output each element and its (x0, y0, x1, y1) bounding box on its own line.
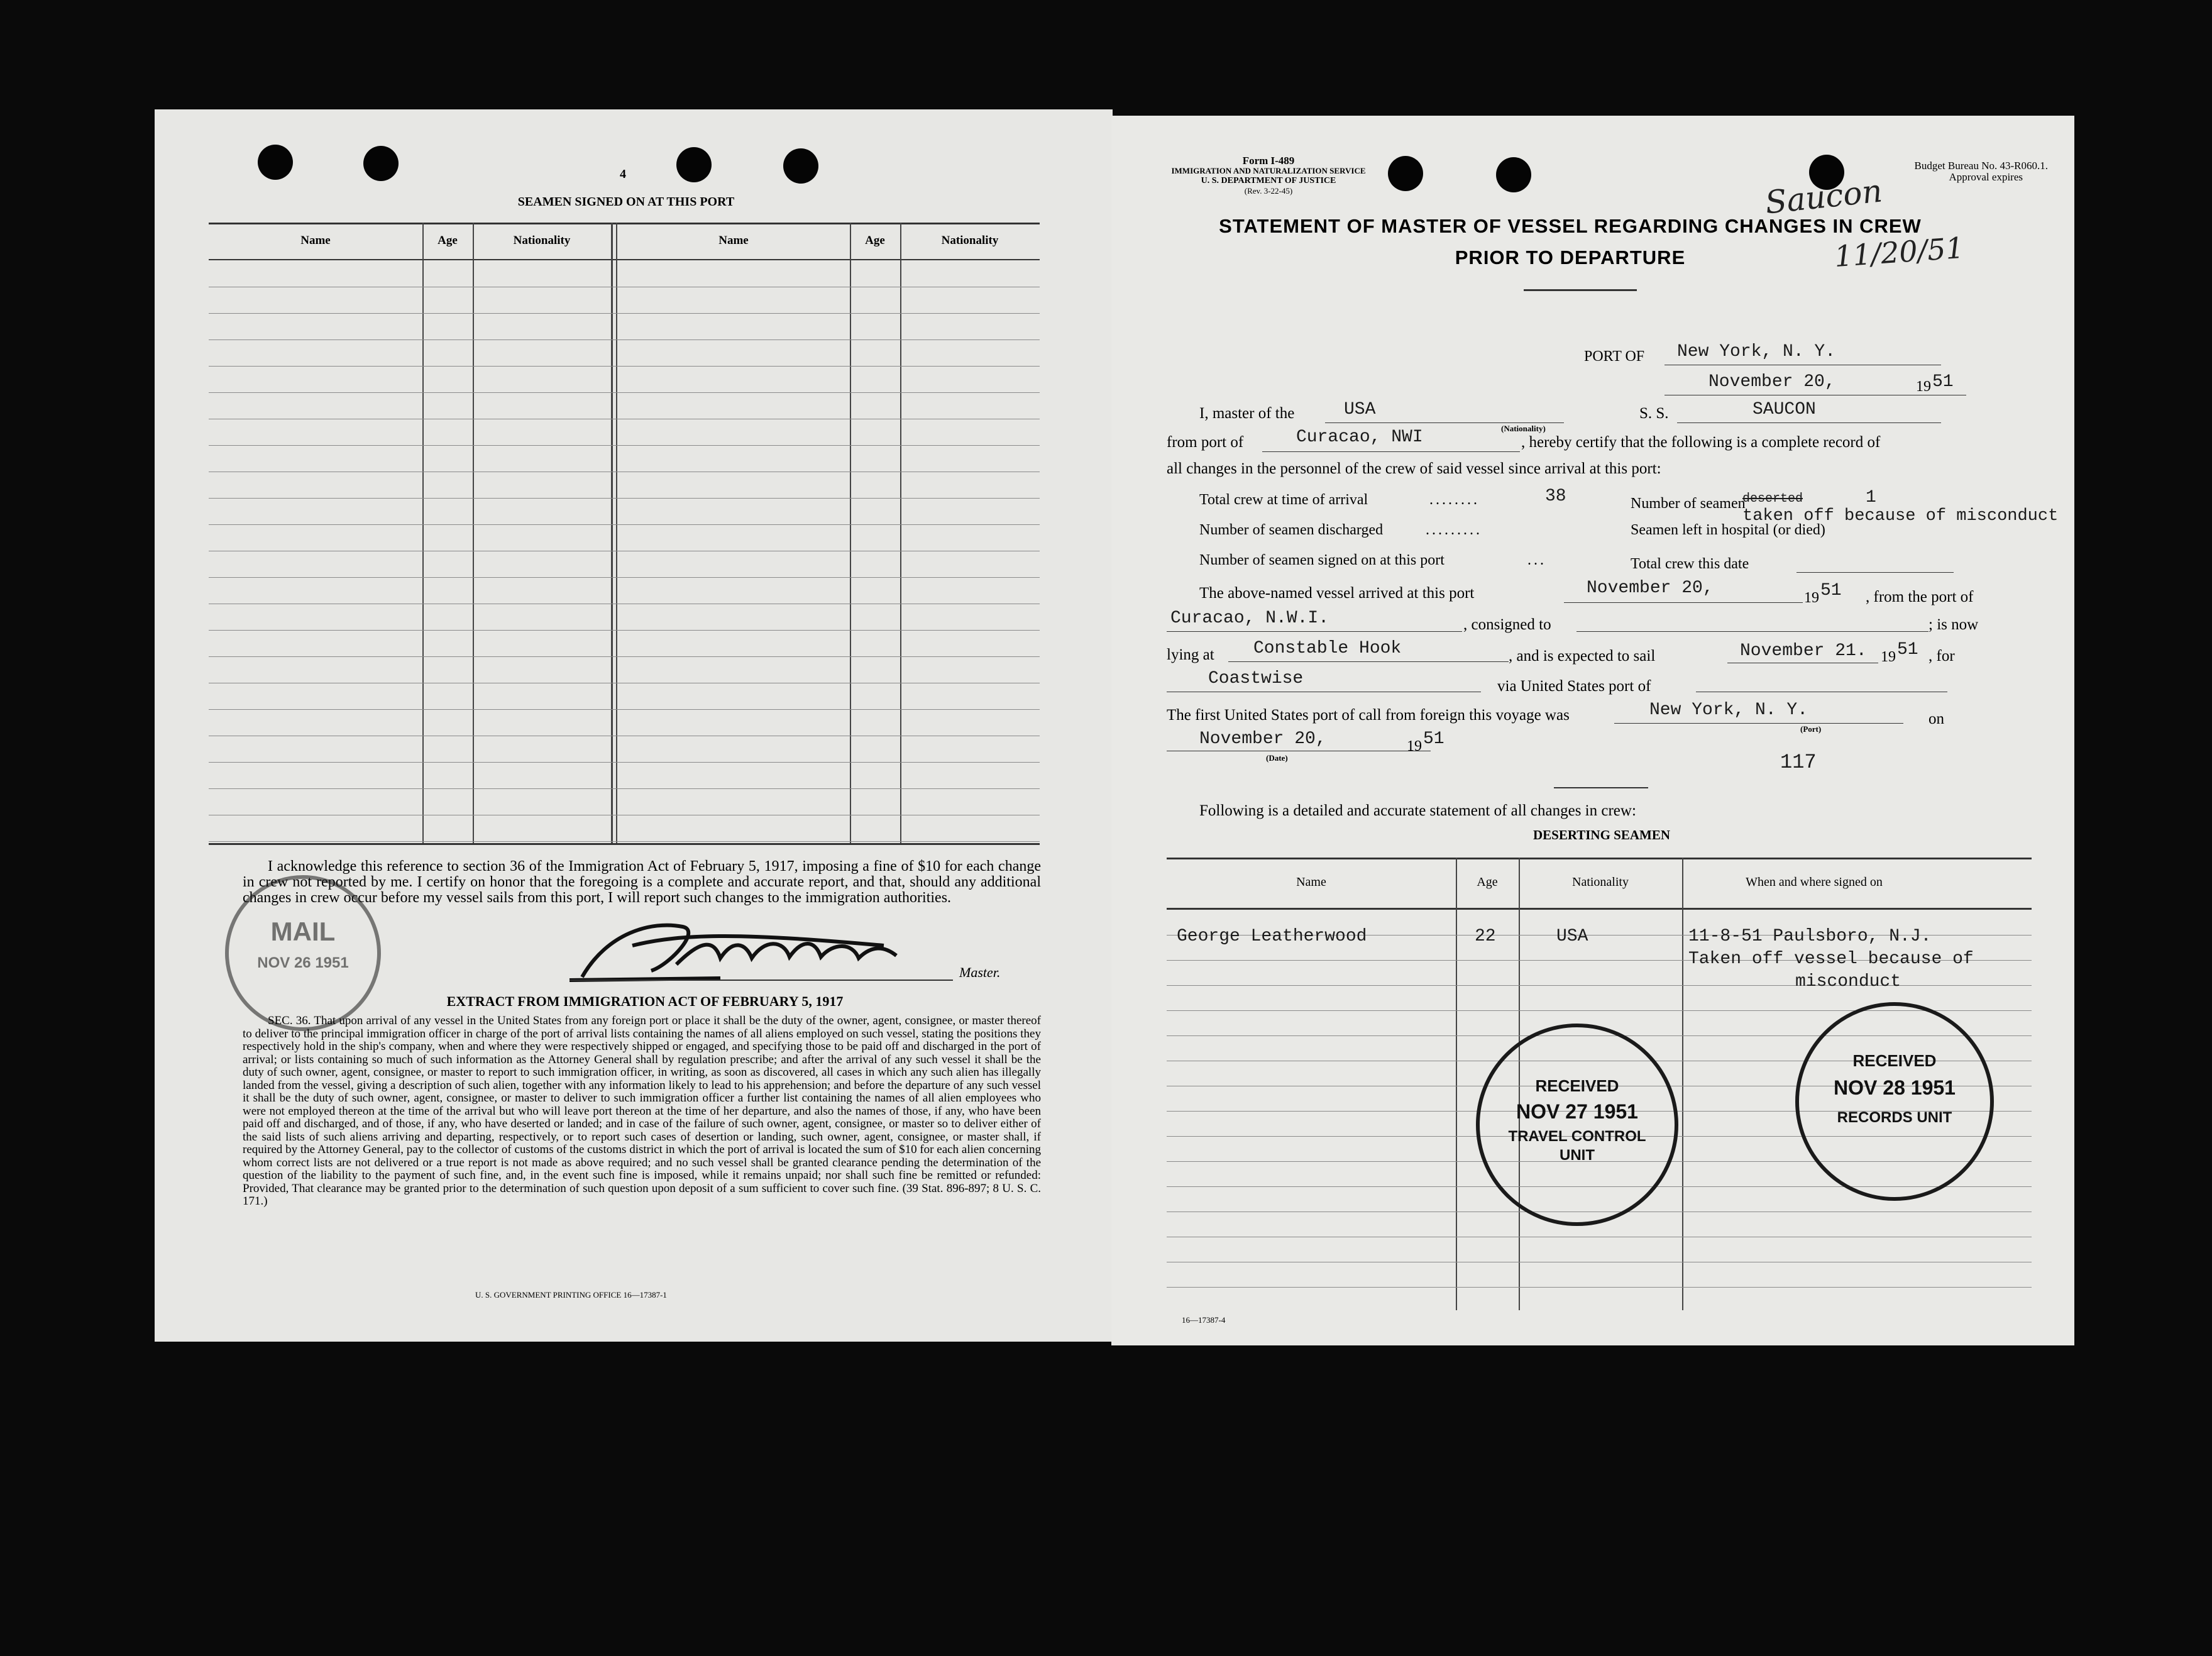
from-port-of: , from the port of (1866, 588, 1974, 605)
table-header-rule (1167, 908, 2032, 910)
stamp-unit: RECORDS UNIT (1837, 1109, 1952, 1126)
col-header-age: Age (437, 234, 458, 247)
mail-stamp (225, 875, 381, 1031)
hospital-label: Seamen left in hospital (or died) (1631, 522, 1825, 538)
handwritten-vessel: Saucon (1763, 172, 1885, 221)
table-row (209, 788, 1040, 789)
col-header-nationality: Nationality (1572, 875, 1629, 889)
total-crew-label: Total crew at time of arrival (1199, 492, 1368, 508)
page-number: 4 (620, 167, 626, 181)
deserted-note: taken off because of misconduct (1742, 507, 2059, 526)
column-divider (473, 223, 474, 845)
seaman-note-1: Taken off vessel because of (1688, 949, 1974, 969)
records-unit-stamp (1795, 1002, 1994, 1201)
punch-hole (1496, 157, 1531, 192)
lying-value: Constable Hook (1253, 639, 1402, 658)
handwritten-date: 11/20/51 (1833, 230, 1966, 274)
sail-value: November 21. (1740, 641, 1867, 661)
arrived-value: November 20, (1587, 578, 1714, 598)
column-divider (850, 223, 851, 845)
column-divider (1456, 858, 1457, 1310)
certify-text-2: all changes in the personnel of the crew of said vessel since arrival at this port: (1167, 460, 1661, 477)
column-divider (422, 223, 424, 845)
certify-text: , hereby certify that the following is a complete record of (1521, 434, 1881, 451)
stamp-title: RECEIVED (1535, 1076, 1619, 1095)
date-caption: (Date) (1266, 753, 1288, 763)
col-header-nationality-2: Nationality (941, 234, 999, 247)
fill-line (1228, 661, 1509, 662)
dot-leader: ......... (1426, 522, 1482, 538)
page-mark: 117 (1780, 751, 1817, 774)
seaman-name: George Leatherwood (1177, 927, 1367, 946)
col-header-name: Name (300, 234, 331, 247)
total-date-label: Total crew this date (1631, 556, 1749, 572)
arrived-year-prefix: 19 (1804, 590, 1819, 606)
table-top-rule (1167, 858, 2032, 859)
form-number: Form I-489 (1242, 155, 1295, 167)
seamen-signed-on-table (209, 223, 1040, 845)
table-row (209, 392, 1040, 393)
table-row (209, 709, 1040, 710)
sail-year-prefix: 19 (1881, 649, 1896, 665)
port-caption: (Port) (1800, 724, 1822, 734)
deserting-title: DESERTING SEAMEN (1532, 827, 1671, 842)
dot-leader: ........ (1429, 492, 1480, 508)
for-label: , for (1929, 648, 1955, 665)
table-row (209, 841, 1040, 842)
table-row (209, 656, 1040, 657)
is-now: ; is now (1929, 616, 1979, 633)
stamp-date: NOV 28 1951 (1834, 1076, 1956, 1099)
punch-hole (783, 148, 818, 184)
table-row (209, 313, 1040, 314)
table-row (209, 339, 1040, 340)
year-prefix: 19 (1916, 378, 1931, 395)
printing-office: U. S. GOVERNMENT PRINTING OFFICE 16—17387-1 (475, 1290, 667, 1300)
stamp-unit-1: TRAVEL CONTROL (1508, 1128, 1646, 1145)
from-port-label: from port of (1167, 434, 1244, 451)
form-date: November 20, (1709, 372, 1835, 392)
divider-rule (1554, 787, 1648, 788)
right-page (1111, 116, 2074, 1345)
col-header-age: Age (1477, 875, 1498, 889)
column-divider (616, 223, 617, 845)
deserted-value: 1 (1866, 488, 1876, 507)
column-divider (900, 223, 901, 845)
fill-line (1797, 572, 1954, 573)
col-header-nationality: Nationality (513, 234, 571, 247)
section-title: SEAMEN SIGNED ON AT THIS PORT (517, 195, 735, 209)
consigned-from: Curacao, N.W.I. (1170, 609, 1329, 628)
table-top-rule (209, 223, 1040, 224)
dot-leader: ... (1527, 552, 1546, 568)
total-crew-value: 38 (1545, 487, 1566, 506)
table-row (1167, 1287, 2032, 1288)
agency-line-2: U. S. DEPARTMENT OF JUSTICE (1201, 176, 1336, 185)
consigned-label: , consigned to (1463, 616, 1551, 633)
budget-bureau: Budget Bureau No. 43-R060.1. (1914, 160, 2048, 172)
punch-hole (363, 146, 399, 181)
extract-text: SEC. 36. That upon arrival of any vessel in the United States from any foreign port or place it shall be the duty of the owner, agent, consignee, or master thereof to deliver to the principal immigration officer in charge of the port of arrival lists containing the names of all aliens employed on such vessel, stating the positions they respectively hold in the ship's company, when and where they were respectively shipped or engaged, and specifying those to be paid off and discharged in the port of arrival; or lists containing so much of such information as the Attorney General shall by regulation prescribe; and after the arrival of any such vessel it shall be the duty of such owner, agent, consignee, or master to report to such immigration officer, in writing, as soon as discovered, all cases in which any such alien has illegally landed from the vessel, giving a description of such alien, together with any information likely to lead to his apprehension; and before the departure of any such vessel it shall be the duty of such owner, agent, consignee, or master to deliver to such immigration officer a further list containing the names of all alien employees who were not employed thereon at the time of the arrival but who will leave port thereon at the time of her departure, and also the names of those, if any, who have been paid off and discharged, and of those, if any, who have deserted or landed; and in case of the failure of such owner, agent, consignee, or master so to deliver either of the said lists of such aliens arriving and departing, respectively, or to report such cases of desertion or landing, such owner, agent, consignee, or master shall, if required by the Attorney General, pay to the collector of customs of the customs district in which the port of arrival is located the sum of $10 for each alien concerning whom correct lists are not delivered or a true report is not made as above required; and no such vessel shall be granted clearance pending the determination of the question of the liability to the payment of such fine, and, in the event such fine is imposed, while it remains unpaid; nor shall such fine be remitted or refunded: Provided, That clearance may be granted prior to the determination of such question upon deposit of a sum sufficient to cover such fine. (39 Stat. 896-897; 8 U. S. C. 171.) (243, 1014, 1041, 1208)
destination-value: Coastwise (1208, 669, 1304, 688)
punch-hole (258, 145, 293, 180)
fill-line (1325, 422, 1564, 423)
fill-line (1167, 631, 1462, 632)
first-year: 51 (1423, 729, 1444, 749)
fill-line (1614, 723, 1903, 724)
seaman-signed-on: 11-8-51 Paulsboro, N.J. (1688, 927, 1932, 946)
first-date-value: November 20, (1199, 729, 1326, 749)
deserted-label: Number of seamen (1631, 495, 1746, 512)
column-divider (1682, 858, 1683, 1310)
left-page (155, 109, 1113, 1342)
stamp-text: MAIL (270, 917, 336, 946)
table-row (209, 498, 1040, 499)
footer-code: 16—17387-4 (1182, 1315, 1226, 1325)
table-row (1167, 985, 2032, 986)
discharged-label: Number of seamen discharged (1199, 522, 1384, 538)
col-header-age-2: Age (865, 234, 885, 247)
table-row (209, 630, 1040, 631)
table-row (209, 445, 1040, 446)
stamp-unit-2: UNIT (1560, 1147, 1595, 1164)
title-rule (1524, 289, 1637, 291)
approval: Approval expires (1949, 171, 2023, 183)
stamp-date: NOV 27 1951 (1516, 1100, 1638, 1123)
on-label: on (1929, 710, 1944, 727)
signed-on-label: Number of seamen signed on at this port (1199, 552, 1444, 568)
form-title: STATEMENT OF MASTER OF VESSEL REGARDING CHANGES IN CREW (1219, 215, 1922, 237)
table-header-rule (209, 259, 1040, 260)
first-port-label: The first United States port of call from foreign this voyage was (1167, 707, 1570, 724)
travel-control-stamp (1476, 1024, 1678, 1226)
signature-line (570, 980, 953, 981)
form-subtitle: PRIOR TO DEPARTURE (1455, 246, 1686, 268)
fill-line (1262, 451, 1520, 452)
table-row (209, 577, 1040, 578)
expected-label: , and is expected to sail (1509, 648, 1656, 665)
port-label: PORT OF (1584, 348, 1645, 365)
fill-line (1677, 422, 1941, 423)
sail-year: 51 (1897, 640, 1918, 660)
stamp-date: NOV 26 1951 (257, 954, 349, 971)
seaman-age: 22 (1475, 927, 1496, 946)
first-port-value: New York, N. Y. (1649, 700, 1808, 720)
via-label: via United States port of (1497, 678, 1651, 695)
fill-line (1564, 602, 1803, 603)
fill-line (1576, 631, 1929, 632)
year-value: 51 (1932, 372, 1954, 392)
lying-label: lying at (1167, 646, 1214, 663)
port-value: New York, N. Y. (1677, 342, 1836, 362)
deserted-struck: deserted (1742, 492, 1803, 506)
col-header-name-2: Name (718, 234, 749, 247)
arrived-year: 51 (1820, 581, 1842, 600)
col-header-name: Name (1296, 875, 1326, 889)
nationality-value: USA (1344, 400, 1376, 419)
from-port-value: Curacao, NWI (1296, 428, 1423, 447)
seaman-nationality: USA (1556, 927, 1588, 946)
master-signature (557, 908, 909, 990)
acknowledgement-text: I acknowledge this reference to section 36 of the Immigration Act of February 5, 1917, imposing a fine of $10 for each change in crew not reported by me. I certify on honor that the foregoing is a complete and accurate report, and that, should any additional changes in crew occur before my vessel sails from this port, I will report such changes to the immigration authorities. (243, 858, 1041, 906)
following-label: Following is a detailed and accurate statement of all changes in crew: (1199, 802, 1636, 819)
col-header-signed-on: When and where signed on (1746, 875, 1883, 889)
ship-name: SAUCON (1753, 400, 1816, 419)
seaman-note-2: misconduct (1795, 972, 1901, 991)
master-of-the: I, master of the (1199, 405, 1295, 422)
agency-line-1: IMMIGRATION AND NATURALIZATION SERVICE (1171, 166, 1366, 175)
table-row (209, 762, 1040, 763)
extract-title: EXTRACT FROM IMMIGRATION ACT OF FEBRUARY 5, 1917 (446, 993, 844, 1009)
column-divider (611, 223, 613, 845)
revision: (Rev. 3-22-45) (1244, 186, 1293, 196)
first-year-prefix: 19 (1407, 738, 1422, 754)
table-row (209, 366, 1040, 367)
table-row (209, 524, 1040, 525)
stamp-title: RECEIVED (1852, 1051, 1937, 1070)
master-label: Master. (959, 964, 1001, 980)
ss-label: S. S. (1639, 405, 1669, 422)
nationality-caption: (Nationality) (1501, 424, 1546, 433)
table-bottom-rule (209, 843, 1040, 845)
arrived-label: The above-named vessel arrived at this port (1199, 585, 1475, 602)
punch-hole (676, 147, 712, 182)
